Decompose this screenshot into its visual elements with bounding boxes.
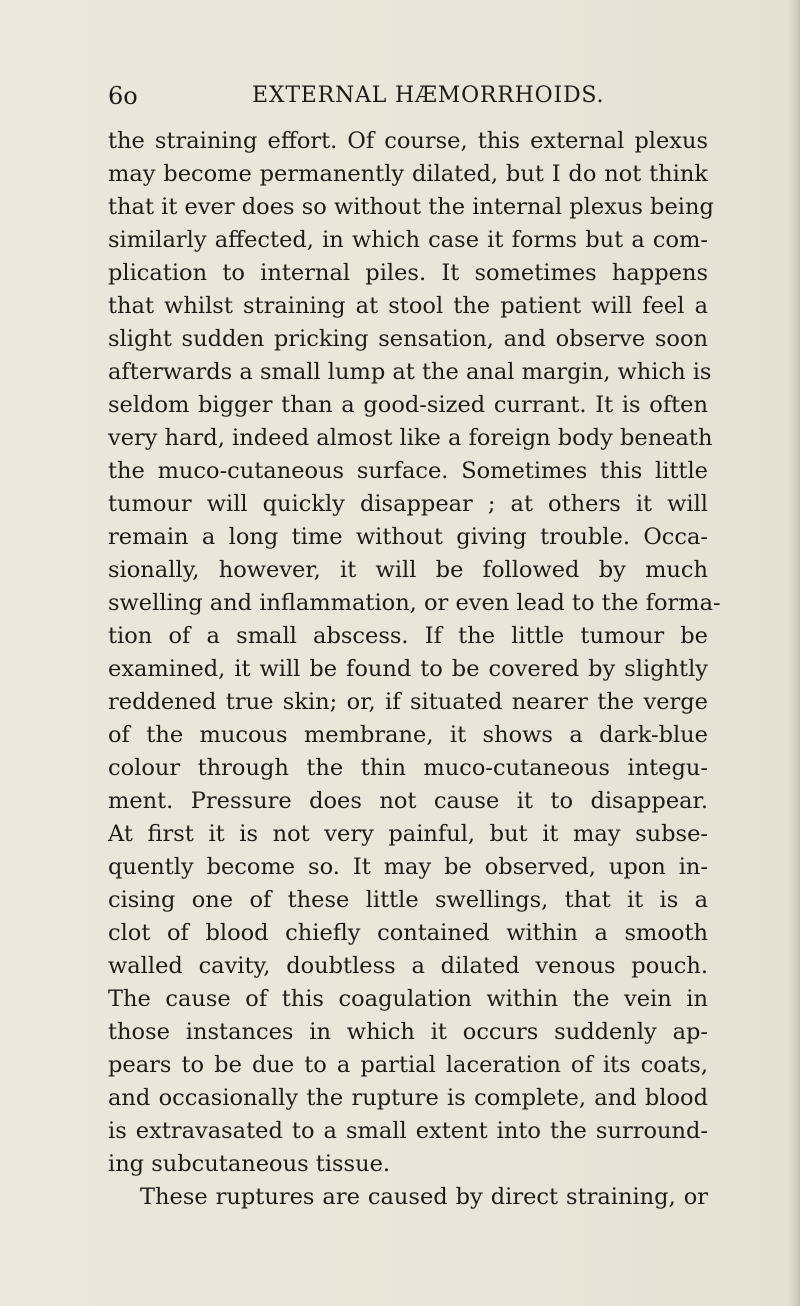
text-line: reddened true skin; or, if situated nearer the verge [108,689,708,715]
text-line: pears to be due to a partial laceration of its coats, [108,1052,708,1078]
text-line: and occasionally the rupture is complete, and blood [108,1085,708,1111]
text-line: quently become so. It may be observed, upon in- [108,854,708,880]
running-head: EXTERNAL HÆMORRHOIDS. [252,83,605,108]
text-line: At first it is not very painful, but it may subse- [108,821,708,847]
page-number: 6o [108,82,138,110]
text-line: swelling and inflammation, or even lead to the forma- [108,590,721,616]
text-line: The cause of this coagulation within the vein in [108,986,708,1012]
page-header [108,78,706,114]
text-line: clot of blood chiefly contained within a smooth [108,920,708,946]
text-line: examined, it will be found to be covered by slightly [108,656,708,682]
text-line: those instances in which it occurs suddenly ap- [108,1019,708,1045]
text-line: very hard, indeed almost like a foreign body beneath [108,425,713,451]
text-line: that it ever does so without the internal plexus being [108,194,714,220]
text-line: cising one of these little swellings, that it is a [108,887,708,913]
text-line-paragraph-start: These ruptures are caused by direct straining, or [140,1184,708,1210]
text-line: may become permanently dilated, but I do not think [108,161,708,187]
text-line: slight sudden pricking sensation, and observe soon [108,326,708,352]
text-line: sionally, however, it will be followed by much [108,557,708,583]
text-line: is extravasated to a small extent into the surround- [108,1118,708,1144]
page-edge-shadow [788,0,800,1306]
text-line: the straining effort. Of course, this external plexus [108,128,708,154]
text-line-paragraph-end: ing subcutaneous tissue. [108,1151,391,1177]
text-line: remain a long time without giving trouble. Occa- [108,524,708,550]
text-line: tumour will quickly disappear ; at others it will [108,491,708,517]
body-text [108,125,721,1214]
text-line: similarly affected, in which case it forms but a com- [108,227,708,253]
text-line: afterwards a small lump at the anal margin, which is [108,359,712,385]
text-line: ment. Pressure does not cause it to disappear. [108,788,708,814]
text-line: of the mucous membrane, it shows a dark-blue [108,722,708,748]
text-line: tion of a small abscess. If the little tumour be [108,623,708,649]
text-line: that whilst straining at stool the patient will feel a [108,293,708,319]
text-line: plication to internal piles. It sometimes happens [108,260,708,286]
text-line: seldom bigger than a good-sized currant. It is often [108,392,708,418]
text-line: the muco-cutaneous surface. Sometimes this little [108,458,708,484]
text-line: colour through the thin muco-cutaneous integu- [108,755,708,781]
text-line: walled cavity, doubtless a dilated venous pouch. [108,953,708,979]
